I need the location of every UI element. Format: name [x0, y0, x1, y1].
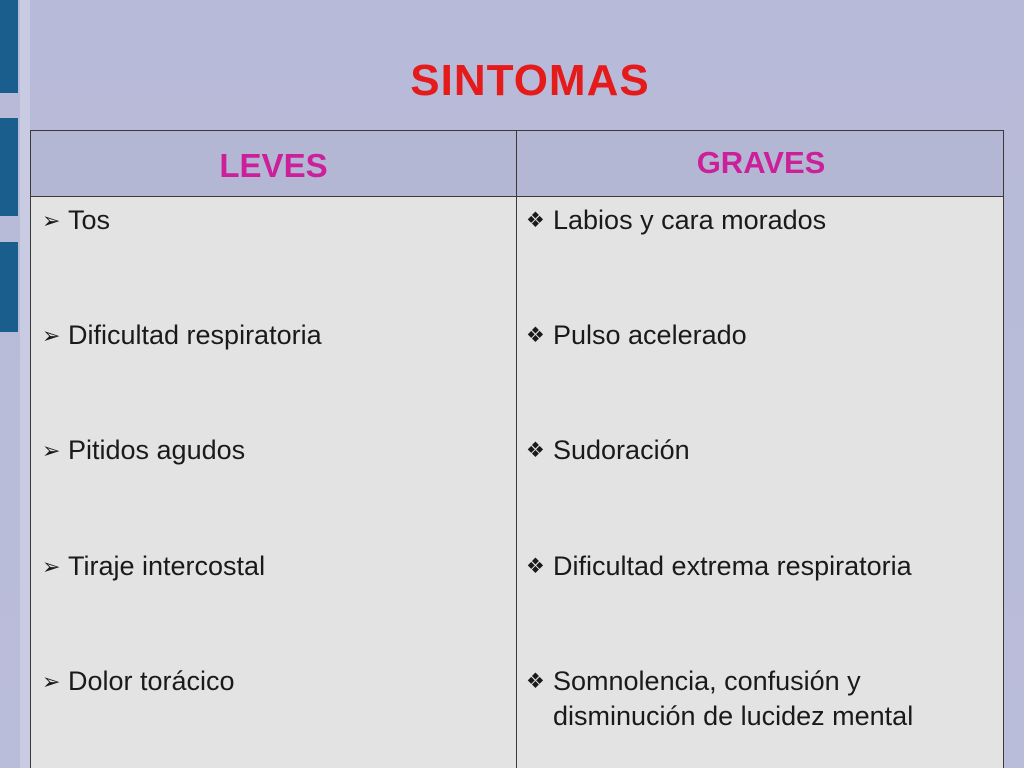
list-item-label: Dificultad extrema respiratoria	[553, 551, 912, 581]
list-item-graves	[526, 203, 996, 238]
accent-bar	[0, 242, 18, 332]
list-item-leves	[42, 549, 502, 584]
slide-title: SINTOMAS	[410, 56, 650, 105]
arrow-bullet-icon: ➢	[42, 554, 61, 579]
arrow-bullet-icon: ➢	[42, 438, 61, 463]
diamond-bullet-icon: ❖	[526, 209, 545, 232]
diamond-bullet-icon: ❖	[526, 670, 545, 693]
list-item-label: Sudoración	[553, 435, 690, 465]
diamond-bullet-icon: ❖	[526, 555, 545, 578]
diamond-bullet-icon: ❖	[526, 439, 545, 462]
left-band	[20, 0, 30, 768]
header-leves: LEVES	[219, 147, 328, 184]
symptoms-table	[30, 130, 1004, 768]
list-item-graves	[526, 664, 996, 734]
arrow-bullet-icon: ➢	[42, 208, 61, 233]
column-divider	[516, 131, 517, 768]
list-item-label: Dificultad respiratoria	[68, 320, 322, 350]
list-item-leves	[42, 433, 502, 468]
list-item-leves	[42, 203, 502, 238]
list-item-label: Dolor torácico	[68, 666, 235, 696]
list-item-leves	[42, 664, 502, 699]
list-item-label: Tiraje intercostal	[68, 551, 266, 581]
list-item-label: Labios y cara morados	[553, 205, 827, 235]
list-item-graves	[526, 549, 996, 584]
list-item-label: Somnolencia, confusión y disminución de lucidez mental	[553, 666, 914, 731]
list-item-leves	[42, 318, 502, 353]
accent-bar	[0, 118, 18, 216]
list-item-graves	[526, 433, 996, 468]
list-item-label: Pulso acelerado	[553, 320, 747, 350]
header-graves: GRAVES	[696, 145, 826, 180]
arrow-bullet-icon: ➢	[42, 323, 61, 348]
list-item-label: Tos	[68, 205, 111, 235]
list-item-label: Pitidos agudos	[68, 435, 246, 465]
table-header	[31, 131, 1003, 197]
list-item-graves	[526, 318, 996, 353]
diamond-bullet-icon: ❖	[526, 324, 545, 347]
arrow-bullet-icon: ➢	[42, 669, 61, 694]
